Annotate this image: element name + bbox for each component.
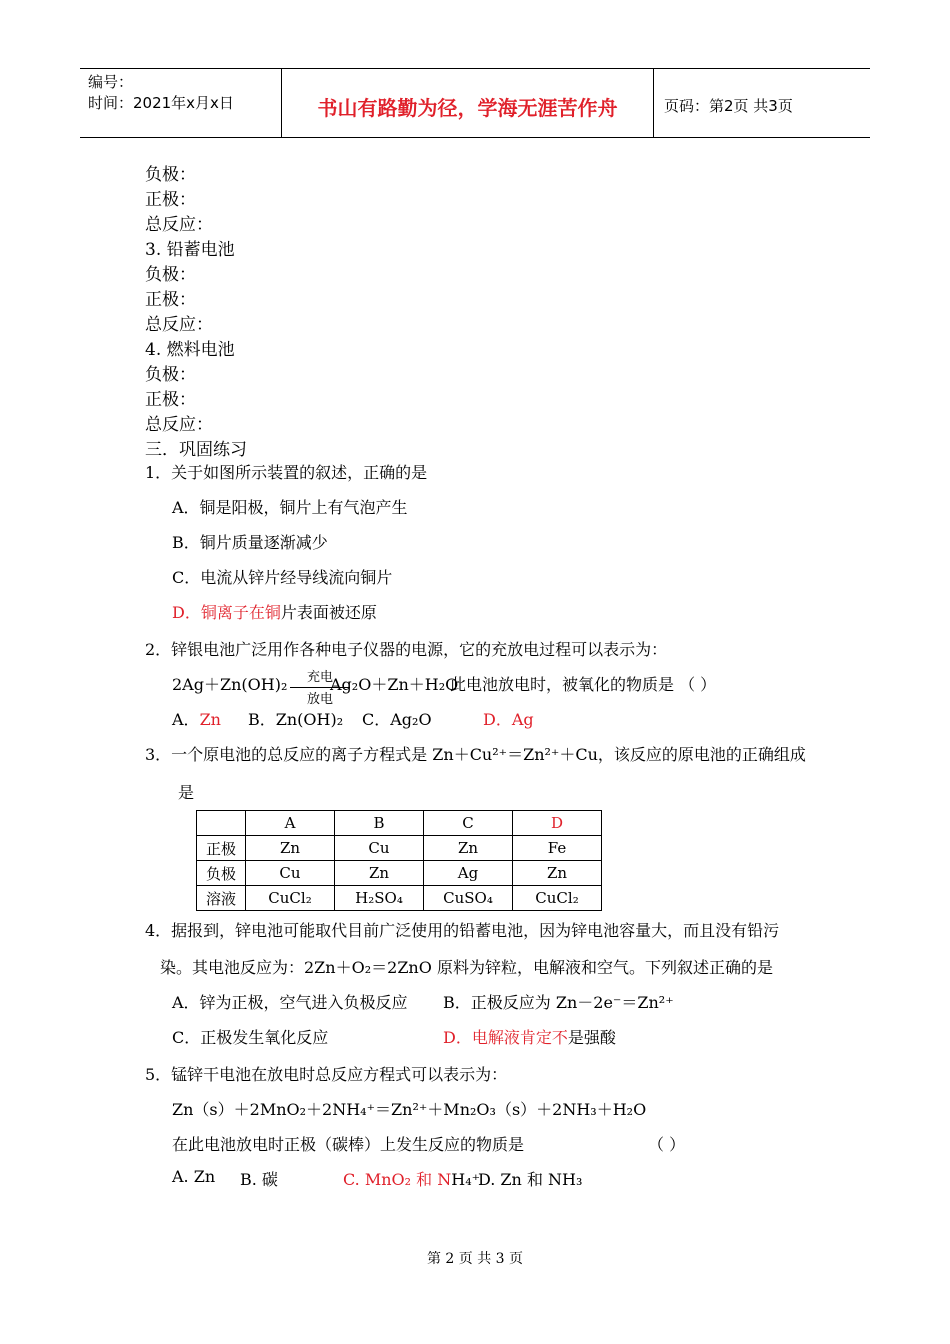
table-row: 负极 Cu Zn Ag Zn <box>197 861 602 886</box>
answer-paren: （ ） <box>648 1135 686 1154</box>
question-2-option-d: D．Ag <box>483 710 534 729</box>
section-fuel-cell: 4. 燃料电池 <box>145 340 235 360</box>
time-label: 时间：2021年x月x日 <box>88 94 234 112</box>
question-1-option-a: A．铜是阳极，铜片上有气泡产生 <box>172 498 408 517</box>
answer-highlight: D．铜离子在铜 <box>172 603 281 622</box>
question-2-option-c: C．Ag₂O <box>362 710 432 729</box>
question-5-equation: Zn（s）＋2MnO₂＋2NH₄⁺＝Zn²⁺＋Mn₂O₃（s）＋2NH₃＋H₂O <box>172 1100 647 1119</box>
equation-right: Ag₂O＋Zn＋H₂O <box>330 675 459 694</box>
negative-electrode-line: 负极： <box>145 265 196 285</box>
question-1-option-c: C．电流从锌片经导线流向铜片 <box>172 568 393 587</box>
section-lead-battery: 3. 铅蓄电池 <box>145 240 235 260</box>
question-1-option-d: D．铜离子在铜片表面被还原 <box>172 603 377 622</box>
question-4-option-d: D．电解液肯定不是强酸 <box>443 1028 616 1047</box>
options-table <box>196 810 602 911</box>
section-practice: 三．巩固练习 <box>145 440 247 460</box>
question-2-option-a: A．Zn <box>172 710 221 729</box>
positive-electrode-line: 正极： <box>145 190 196 210</box>
page-header <box>80 68 870 138</box>
question-4-option-c: C．正极发生氧化反应 <box>172 1028 329 1047</box>
total-reaction-line: 总反应： <box>145 415 213 435</box>
answer-highlight: C. MnO₂ 和 N <box>343 1170 452 1189</box>
equation-left: 2Ag＋Zn(OH)₂ <box>172 675 288 694</box>
table-header-row: A B C D <box>197 811 602 836</box>
answer-highlight: D <box>513 811 602 836</box>
question-5-option-a: A. Zn <box>172 1167 216 1186</box>
arrow-label-charge: 充电 <box>306 670 333 685</box>
question-3-stem: 3．一个原电池的总反应的离子方程式是 Zn＋Cu²⁺＝Zn²⁺＋Cu，该反应的原电池的正确组成 <box>145 745 806 764</box>
header-motto: 书山有路勤为径，学海无涯苦作舟 <box>282 69 654 137</box>
negative-electrode-line: 负极： <box>145 165 196 185</box>
question-1-option-b: B．铜片质量逐渐减少 <box>172 533 328 552</box>
question-5-option-b: B. 碳 <box>240 1170 278 1189</box>
question-1-stem: 1．关于如图所示装置的叙述，正确的是 <box>145 463 428 482</box>
positive-electrode-line: 正极： <box>145 290 196 310</box>
answer-highlight: Zn <box>199 710 221 729</box>
question-3-stem-cont: 是 <box>178 783 195 802</box>
table-row: 溶液 CuCl₂ H₂SO₄ CuSO₄ CuCl₂ <box>197 886 602 911</box>
question-2-option-b: B．Zn(OH)₂ <box>248 710 344 729</box>
serial-label: 编号： <box>88 73 134 91</box>
page-footer: 第 2 页 共 3 页 <box>426 1251 524 1267</box>
question-4-stem: 4．据报到，锌电池可能取代目前广泛使用的铅蓄电池，因为锌电池容量大，而且没有铅污 <box>145 921 780 940</box>
answer-highlight: D．电解液肯定不 <box>443 1028 568 1047</box>
question-5-stem: 5．锰锌干电池在放电时总反应方程式可以表示为： <box>145 1065 508 1084</box>
question-4-stem-cont: 染。其电池反应为：2Zn＋O₂＝2ZnO 原料为锌粒，电解液和空气。下列叙述正确的是 <box>160 958 773 977</box>
arrow-label-discharge: 放电 <box>306 692 333 707</box>
total-reaction-line: 总反应： <box>145 215 213 235</box>
positive-electrode-line: 正极： <box>145 390 196 410</box>
table-row: 正极 Zn Cu Zn Fe <box>197 836 602 861</box>
question-5-option-d: D. Zn 和 NH₃ <box>478 1170 583 1189</box>
negative-electrode-line: 负极： <box>145 365 196 385</box>
header-page-info: 页码：第2页 共3页 <box>664 96 793 115</box>
question-2-question: 此电池放电时，被氧化的物质是 （ ） <box>450 675 717 694</box>
question-5-option-c: C. MnO₂ 和 NH₄⁺ <box>343 1170 481 1189</box>
header-meta <box>80 69 282 137</box>
question-4-option-a: A．锌为正极，空气进入负极反应 <box>172 993 408 1012</box>
question-5-question: 在此电池放电时正极（碳棒）上发生反应的物质是 <box>172 1135 525 1154</box>
question-4-option-b: B．正极反应为 Zn－2e⁻＝Zn²⁺ <box>443 993 674 1012</box>
question-2-stem: 2．锌银电池广泛用作各种电子仪器的电源，它的充放电过程可以表示为： <box>145 640 668 659</box>
total-reaction-line: 总反应： <box>145 315 213 335</box>
